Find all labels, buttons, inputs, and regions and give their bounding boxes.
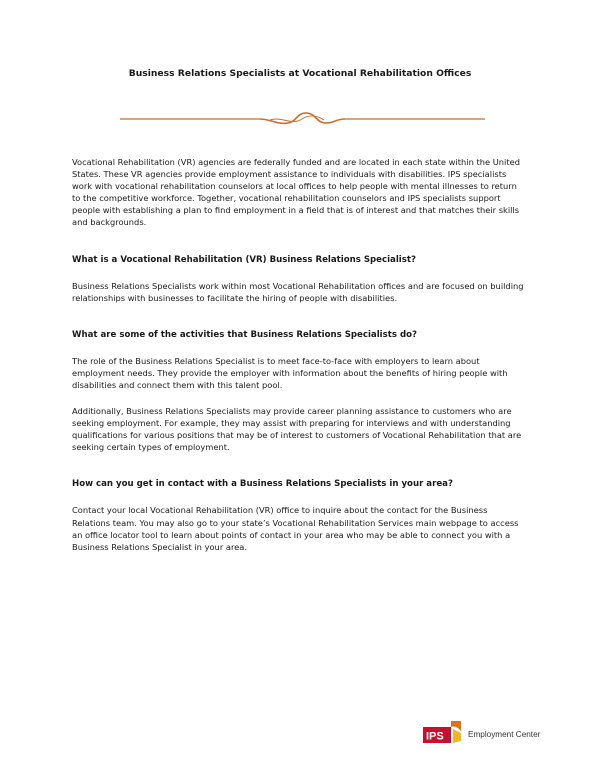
intro-paragraph: Vocational Rehabilitation (VR) agencies are federally funded and are located in each state within the United States. These VR agencies provide employment assistance to individuals with disabilities. IPS specialists work with vocational rehabilitation counselors at local offices to help people with mental illnesses to return to the competitive workforce. Together, vocational rehabilitation counselors and IPS specialists support people with establishing a plan to find employment in a field that is of interest and that matches their skills and backgrounds. [72, 157, 520, 228]
section-paragraph-what-is: Business Relations Specialists work within most Vocational Rehabilitation offices and are focused on building relationships with businesses to facilitate the hiring of people with disabilities. [72, 280, 524, 303]
section-paragraph-contact: Contact your local Vocational Rehabilitation (VR) office to inquire about the contact for the Business Relations team. You may also go to your state’s Vocational Rehabilitation Services main webpage to access an office locator tool to learn about points of contact in your area who may be able to connect you with a Business Relations Specialist in your area. [72, 505, 519, 552]
section-heading-contact: How can you get in contact with a Business Relations Specialists in your area? [72, 479, 453, 490]
document-title: Business Relations Specialists at Vocational Rehabilitation Offices [128, 68, 472, 79]
section-paragraph-activities-additionally: Additionally, Business Relations Specialists may provide career planning assistance to customers who are seeking employment. For example, they may assist with preparing for interviews and with understanding qualifications for various positions that may be of interest to customers of Vocational Rehabilitation that are seeking certain types of employment. [72, 406, 522, 453]
document-body [72, 156, 524, 553]
section-heading-activities: What are some of the activities that Business Relations Specialists do? [72, 329, 417, 340]
ips-logo-mark-icon [423, 721, 463, 747]
logo-text: Employment Center [468, 729, 541, 739]
ips-employment-center-logo [423, 721, 563, 747]
ips-logo-mark-text: IPS [426, 730, 444, 743]
section-heading-what-is: What is a Vocational Rehabilitation (VR) Business Relations Specialist? [72, 254, 416, 265]
section-paragraph-activities-role: The role of the Business Relations Specialist is to meet face-to-face with employers to learn about employment needs. They provide the employer with information about the benefits of hiring people with disabilities and connect them with this talent pool. [72, 355, 508, 390]
swirl-divider-icon [120, 110, 485, 128]
